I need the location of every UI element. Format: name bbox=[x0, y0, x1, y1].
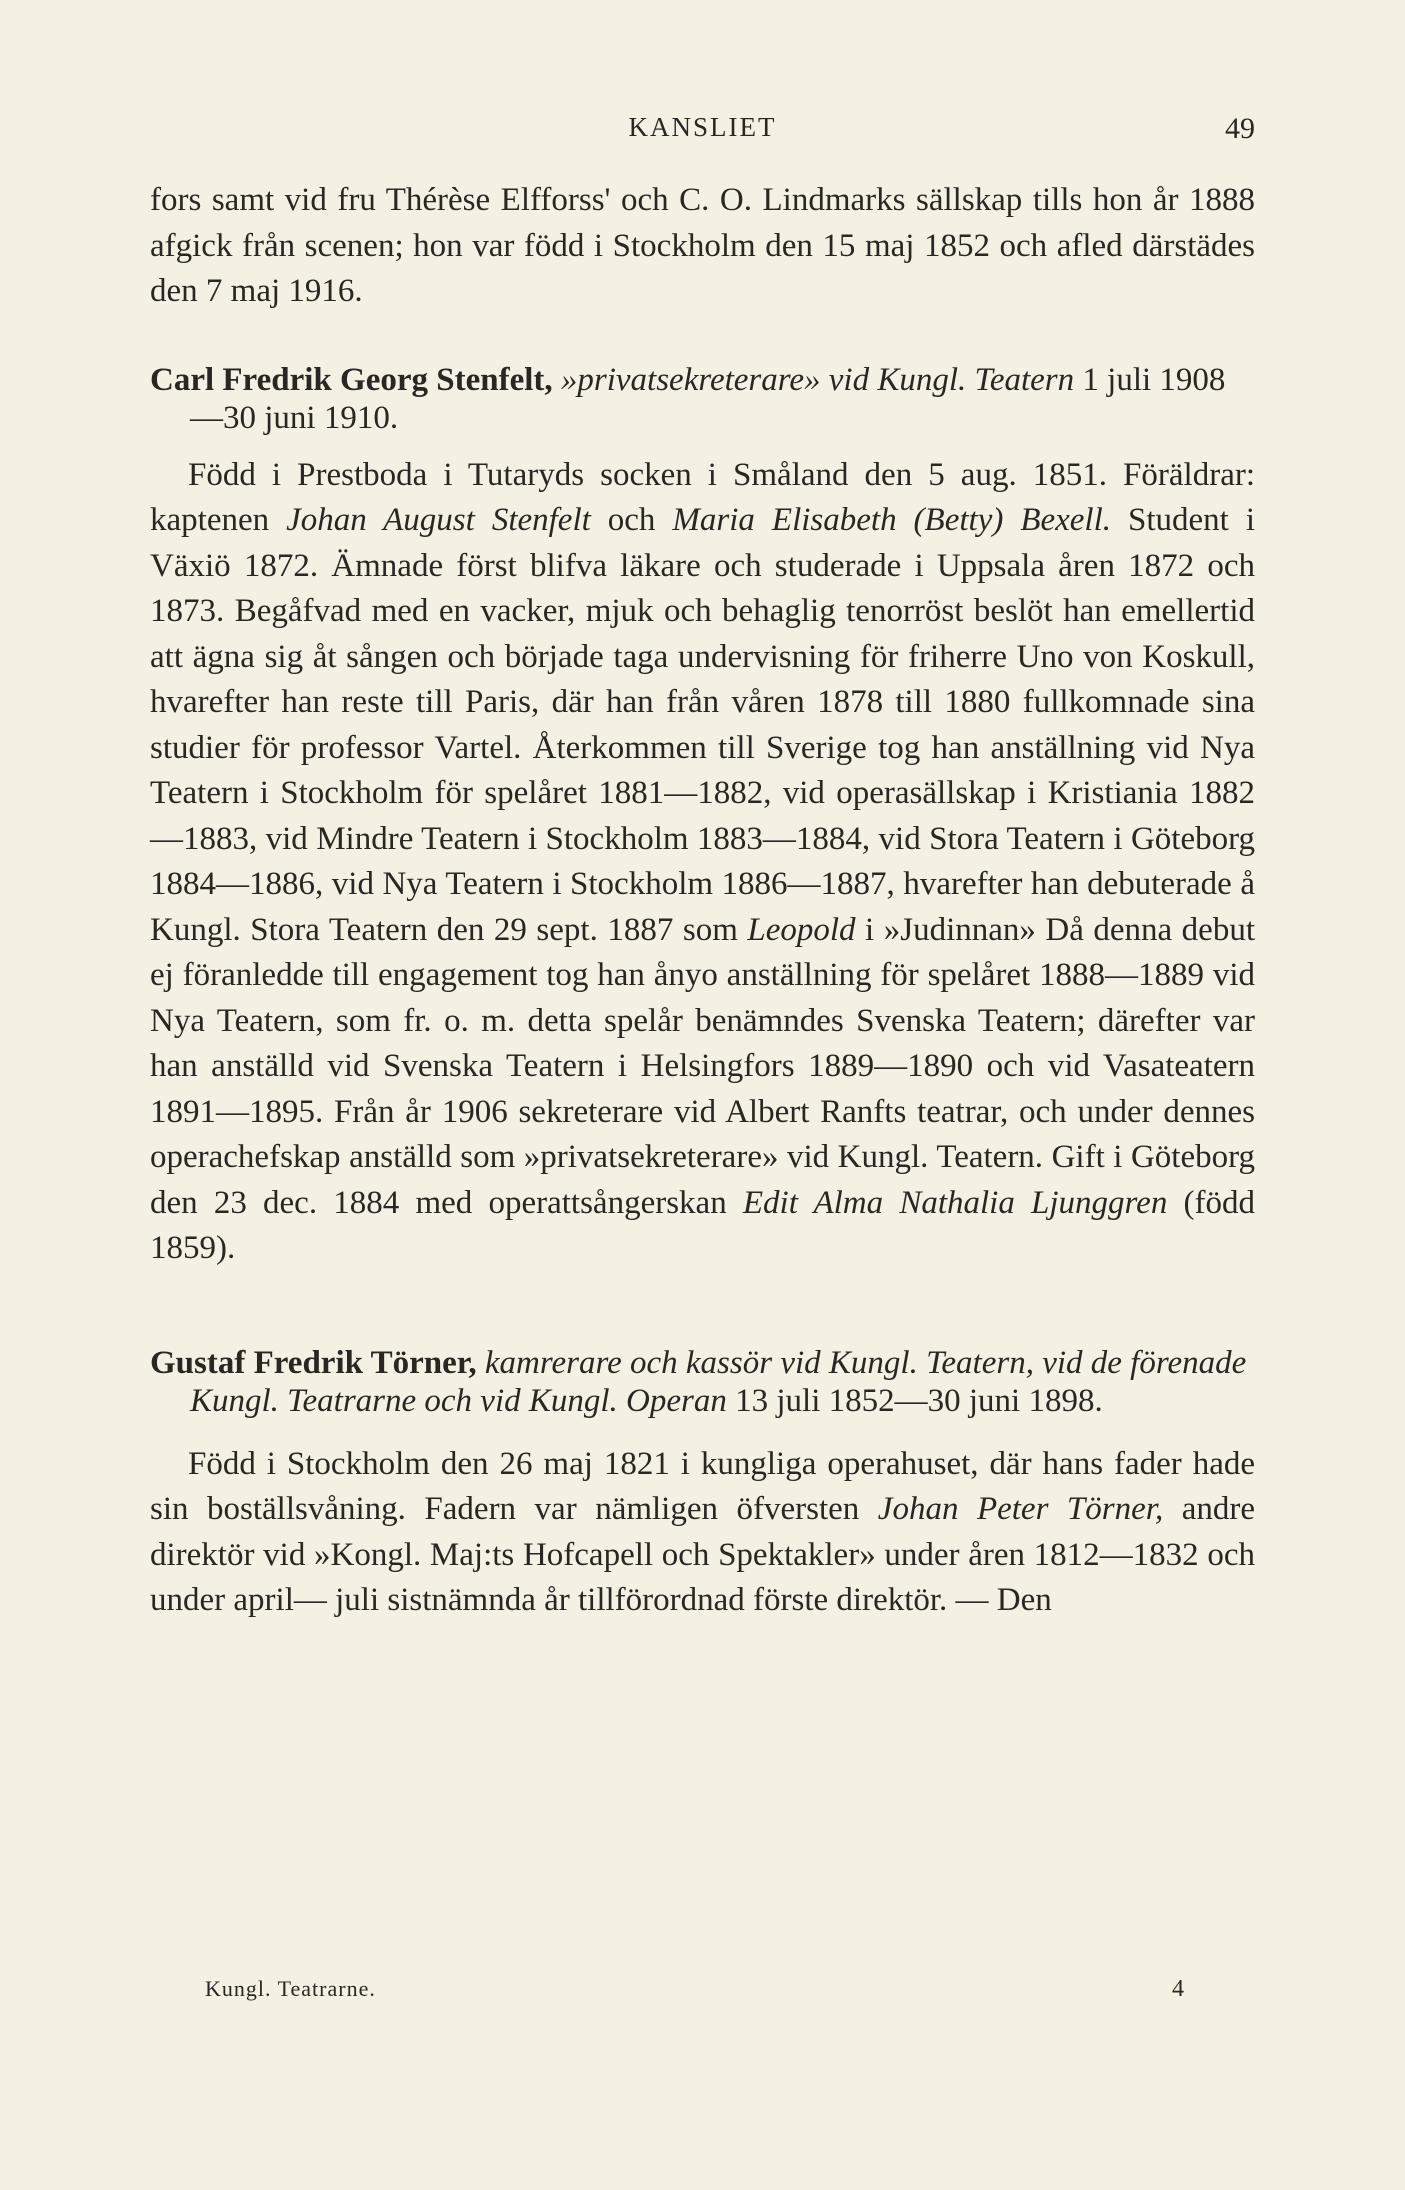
running-head-title: KANSLIET bbox=[628, 112, 777, 142]
bio-text: i »Judinnan» Då denna debut ej föranledde till engagement tog han ånyo anställning för spelåret 1888—1889 vid Nya Teatern, som fr. o. m. detta spelår benämndes Svenska Teatern; därefter var han anställd vid Svenska Teatern i Helsingfors 1889—1890 och vid Vasateatern 1891—1895. Från år 1906 sekreterare vid Albert Ranfts teatrar, och under dennes operachefskap anställd som »privatsekreterare» vid Kungl. Teatern. Gift i Göteborg den 23 dec. 1884 med operattsångerskan bbox=[150, 911, 1255, 1221]
entry-heading-torner bbox=[150, 1344, 1255, 1420]
signature-title: Kungl. Teatrarne. bbox=[205, 1976, 376, 2001]
bio-text: Född i Prestboda i Tutaryds socken i Småland den 5 aug. 1851. Föräldrar: kaptenen bbox=[150, 456, 1255, 538]
entry-bio-torner bbox=[150, 1442, 1255, 1624]
bio-text: andre direktör vid »Kongl. Maj:ts Hofcapell och Spektakler» under åren 1812—1832 och under april— juli sistnämnda år tillförordnad förste direktör. — Den bbox=[150, 1491, 1255, 1618]
bio-person-name: Johan August Stenfelt bbox=[286, 502, 591, 538]
entry-heading-stenfelt bbox=[150, 361, 1255, 437]
bio-text: och bbox=[590, 502, 673, 538]
entry-title: »privatsekreterare» vid Kungl. Teatern bbox=[560, 361, 1075, 398]
entry-dates: 13 juli 1852—30 juni 1898. bbox=[735, 1382, 1103, 1419]
bio-text: (född 1859). bbox=[150, 1184, 1255, 1266]
bio-text: Student i Växiö 1872. Ämnade först blifva läkare och studerade i Uppsala åren 1872 och 1873. Begåfvad med en vacker, mjuk och behaglig tenorröst beslöt han emellertid att ägna sig åt sången och började taga undervisning för friherre Uno von Koskull, hvarefter han reste till Paris, där han från våren 1878 till 1880 fullkomnade sina studier för professor Vartel. Återkommen till Sverige tog han anställning vid Nya Teatern i Stockholm för spelåret 1881—1882, vid operasällskap i Kristiania 1882—1883, vid Mindre Teatern i Stockholm 1883—1884, vid Stora Teatern i Göteborg 1884—1886, vid Nya Teatern i Stockholm 1886—1887, hvarefter han debuterade å Kungl. Stora Teatern den 29 sept. 1887 som bbox=[150, 502, 1256, 948]
bio-person-name: Maria Elisabeth (Betty) Bexell. bbox=[672, 502, 1112, 538]
entry-dates: 1 juli 1908—30 juni 1910. bbox=[190, 361, 1226, 436]
entry-name: Carl Fredrik Georg Stenfelt, bbox=[150, 361, 553, 398]
continuation-paragraph: fors samt vid fru Thérèse Elfforss' och C. O. Lindmarks sällskap tills hon år 1888 afgick från scenen; hon var född i Stockholm den 15 maj 1852 och afled därstädes den 7 maj 1916. bbox=[150, 182, 1255, 309]
bio-person-name: Edit Alma Nathalia Ljunggren bbox=[742, 1184, 1168, 1221]
signature-mark: 4 bbox=[1172, 1976, 1185, 2002]
entry-bio-stenfelt bbox=[150, 453, 1255, 1272]
bio-text: Född i Stockholm den 26 maj 1821 i kungliga operahuset, där hans fader hade sin boställsvåning. Fadern var nämligen öfversten bbox=[150, 1445, 1255, 1527]
running-head bbox=[150, 112, 1255, 148]
page-number: 49 bbox=[1225, 112, 1255, 145]
bio-role-name: Leopold bbox=[747, 911, 856, 948]
bio-person-name: Johan Peter Törner, bbox=[877, 1491, 1164, 1527]
entry-name: Gustaf Fredrik Törner, bbox=[150, 1344, 477, 1381]
body-text bbox=[150, 178, 1255, 1624]
entry-title: kamrerare och kassör vid Kungl. Teatern, vid de förenade Kungl. Teatrarne och vid Kungl. Operan bbox=[190, 1344, 1247, 1419]
page-footer bbox=[205, 1976, 1225, 2006]
